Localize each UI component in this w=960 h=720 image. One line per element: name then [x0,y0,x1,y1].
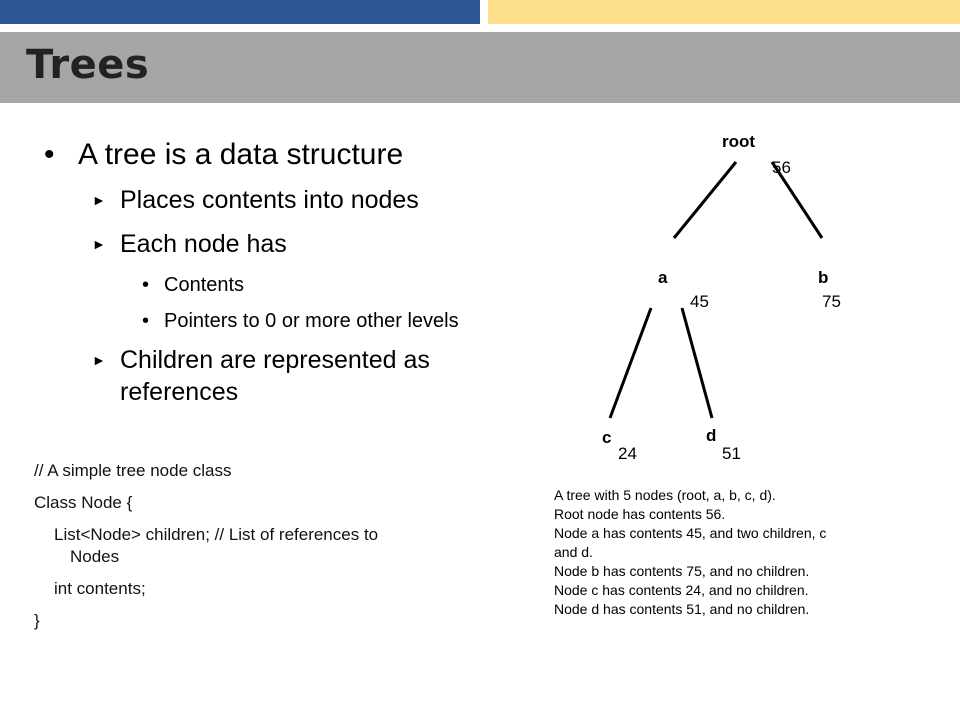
caption-line: Node c has contents 24, and no children. [554,582,809,598]
bullet-level2 [44,228,564,260]
node-c-value: 24 [618,444,637,463]
tree-edges [560,120,960,460]
node-root-label: root [722,132,756,151]
code-line: } [34,611,40,630]
caption-line: Node d has contents 51, and no children. [554,601,810,617]
tree-caption [554,486,954,619]
node-a-value: 45 [690,292,709,311]
node-b-value: 75 [822,292,841,311]
edge-a-d [682,308,712,418]
slide-title: Trees [26,42,150,88]
arrow-bullet-icon: ► [92,192,106,208]
bullet-text: Places contents into nodes [120,186,419,214]
top-accent-bar-yellow [488,0,960,24]
caption-line: A tree with 5 nodes (root, a, b, c, d). [554,487,776,503]
node-c-label: c [602,428,612,447]
bullet-dot-icon: • [142,310,150,332]
caption-line: Root node has contents 56. [554,506,726,522]
code-block [34,462,534,644]
node-b-label: b [818,268,829,287]
node-root-value: 56 [772,158,791,177]
edge-root-a [674,162,736,238]
edge-a-c [610,308,651,418]
node-a-label: a [658,268,668,287]
caption-line: Node b has contents 75, and no children. [554,563,810,579]
bullet-list [44,138,564,420]
bullet-text-continued: references [120,378,239,406]
caption-line: and d. [554,544,593,560]
bullet-text: Contents [164,274,245,296]
code-line: int contents; [54,579,146,598]
bullet-level1 [44,138,564,172]
top-accent-bar-blue [0,0,480,24]
code-line: Nodes [70,547,120,566]
bullet-text: Children are represented as [120,346,430,374]
code-line: List<Node> children; // List of references to [54,525,379,544]
code-line: // A simple tree node class [34,461,232,480]
node-d-value: 51 [722,444,741,463]
bullet-text: A tree is a data structure [78,138,404,171]
bullet-level3 [44,272,564,298]
bullet-dot-icon: • [44,138,55,171]
bullet-text: Pointers to 0 or more other levels [164,310,459,332]
bullet-text: Each node has [120,230,287,258]
node-d-label: d [706,426,717,445]
arrow-bullet-icon: ► [92,236,106,252]
bullet-level2 [44,344,564,408]
bullet-level2 [44,184,564,216]
caption-line: Node a has contents 45, and two children, c [554,525,827,541]
bullet-level3 [44,308,564,334]
tree-diagram [560,120,960,463]
code-line: Class Node { [34,493,133,512]
bullet-dot-icon: • [142,274,150,296]
arrow-bullet-icon: ► [92,352,106,368]
